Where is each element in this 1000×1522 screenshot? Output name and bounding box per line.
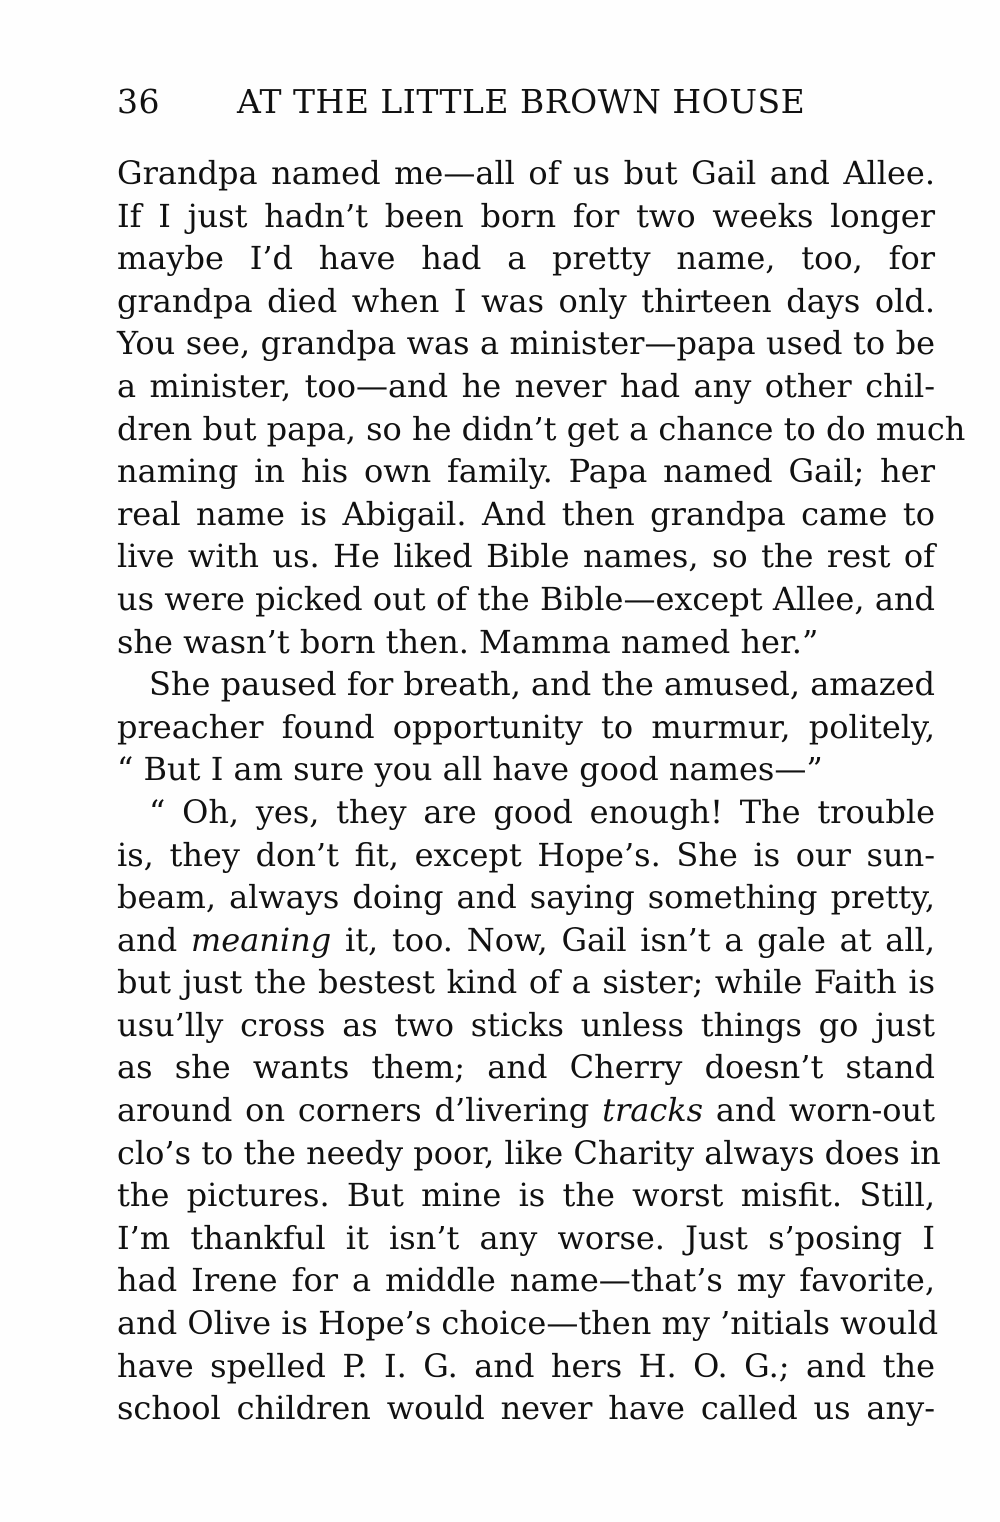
italic-word: tracks — [602, 1091, 704, 1130]
text-line: us were picked out of the Bible—except Allee, and — [117, 579, 935, 618]
text-line: and Olive is Hope’s choice—then my ’nitials would — [117, 1304, 939, 1343]
text-line — [117, 919, 935, 962]
text-line: school children would never have called us any- — [117, 1389, 935, 1428]
text-line: real name is Abigail. And then grandpa came to — [117, 494, 935, 533]
text-line: naming in his own family. Papa named Gail; her — [117, 452, 935, 491]
text-line: is, they don’t fit, except Hope’s. She is our sun- — [117, 835, 935, 874]
text-line: If I just hadn’t been born for two weeks longer — [117, 196, 935, 235]
text-line: “ But I am sure you all have good names—” — [117, 750, 823, 789]
text-segment: it, too. Now, Gail isn’t a gale at all, — [331, 920, 936, 959]
text-line: but just the bestest kind of a sister; while Faith is — [117, 963, 935, 1002]
text-line: as she wants them; and Cherry doesn’t stand — [117, 1048, 935, 1087]
text-line: a minister, too—and he never had any other chil- — [117, 366, 935, 405]
text-segment: and — [117, 920, 191, 959]
text-line: dren but papa, so he didn’t get a chance to do much — [117, 409, 966, 448]
text-line — [117, 1089, 935, 1132]
text-line: She paused for breath, and the amused, amazed — [149, 665, 935, 704]
italic-word: meaning — [190, 920, 332, 959]
text-line: usu’lly cross as two sticks unless things go just — [117, 1005, 935, 1044]
body-text — [117, 152, 966, 1430]
text-line: clo’s to the needy poor, like Charity always does in — [117, 1133, 941, 1172]
running-title: AT THE LITTLE BROWN HOUSE — [237, 82, 806, 121]
running-head — [117, 82, 817, 122]
text-line: You see, grandpa was a minister—papa used to be — [117, 324, 935, 363]
text-line: maybe I’d have had a pretty name, too, for — [117, 239, 935, 278]
page-number: 36 — [117, 82, 160, 121]
text-line: live with us. He liked Bible names, so the rest of — [117, 537, 935, 576]
text-segment: around on corners d’livering — [117, 1091, 603, 1130]
text-line: she wasn’t born then. Mamma named her.” — [117, 622, 819, 661]
text-line: Grandpa named me—all of us but Gail and Allee. — [117, 154, 935, 192]
text-line: the pictures. But mine is the worst misfit. Still, — [117, 1176, 935, 1215]
text-line: “ Oh, yes, they are good enough! The trouble — [149, 792, 935, 831]
text-line: grandpa died when I was only thirteen days old. — [117, 281, 935, 320]
text-line: preacher found opportunity to murmur, politely, — [117, 707, 935, 746]
text-line: had Irene for a middle name—that’s my favorite, — [117, 1261, 935, 1300]
text-segment: and worn-out — [703, 1091, 935, 1130]
text-line: have spelled P. I. G. and hers H. O. G.; and the — [117, 1346, 935, 1385]
text-line: beam, always doing and saying something pretty, — [117, 878, 935, 917]
text-line: I’m thankful it isn’t any worse. Just s’posing I — [117, 1218, 935, 1257]
